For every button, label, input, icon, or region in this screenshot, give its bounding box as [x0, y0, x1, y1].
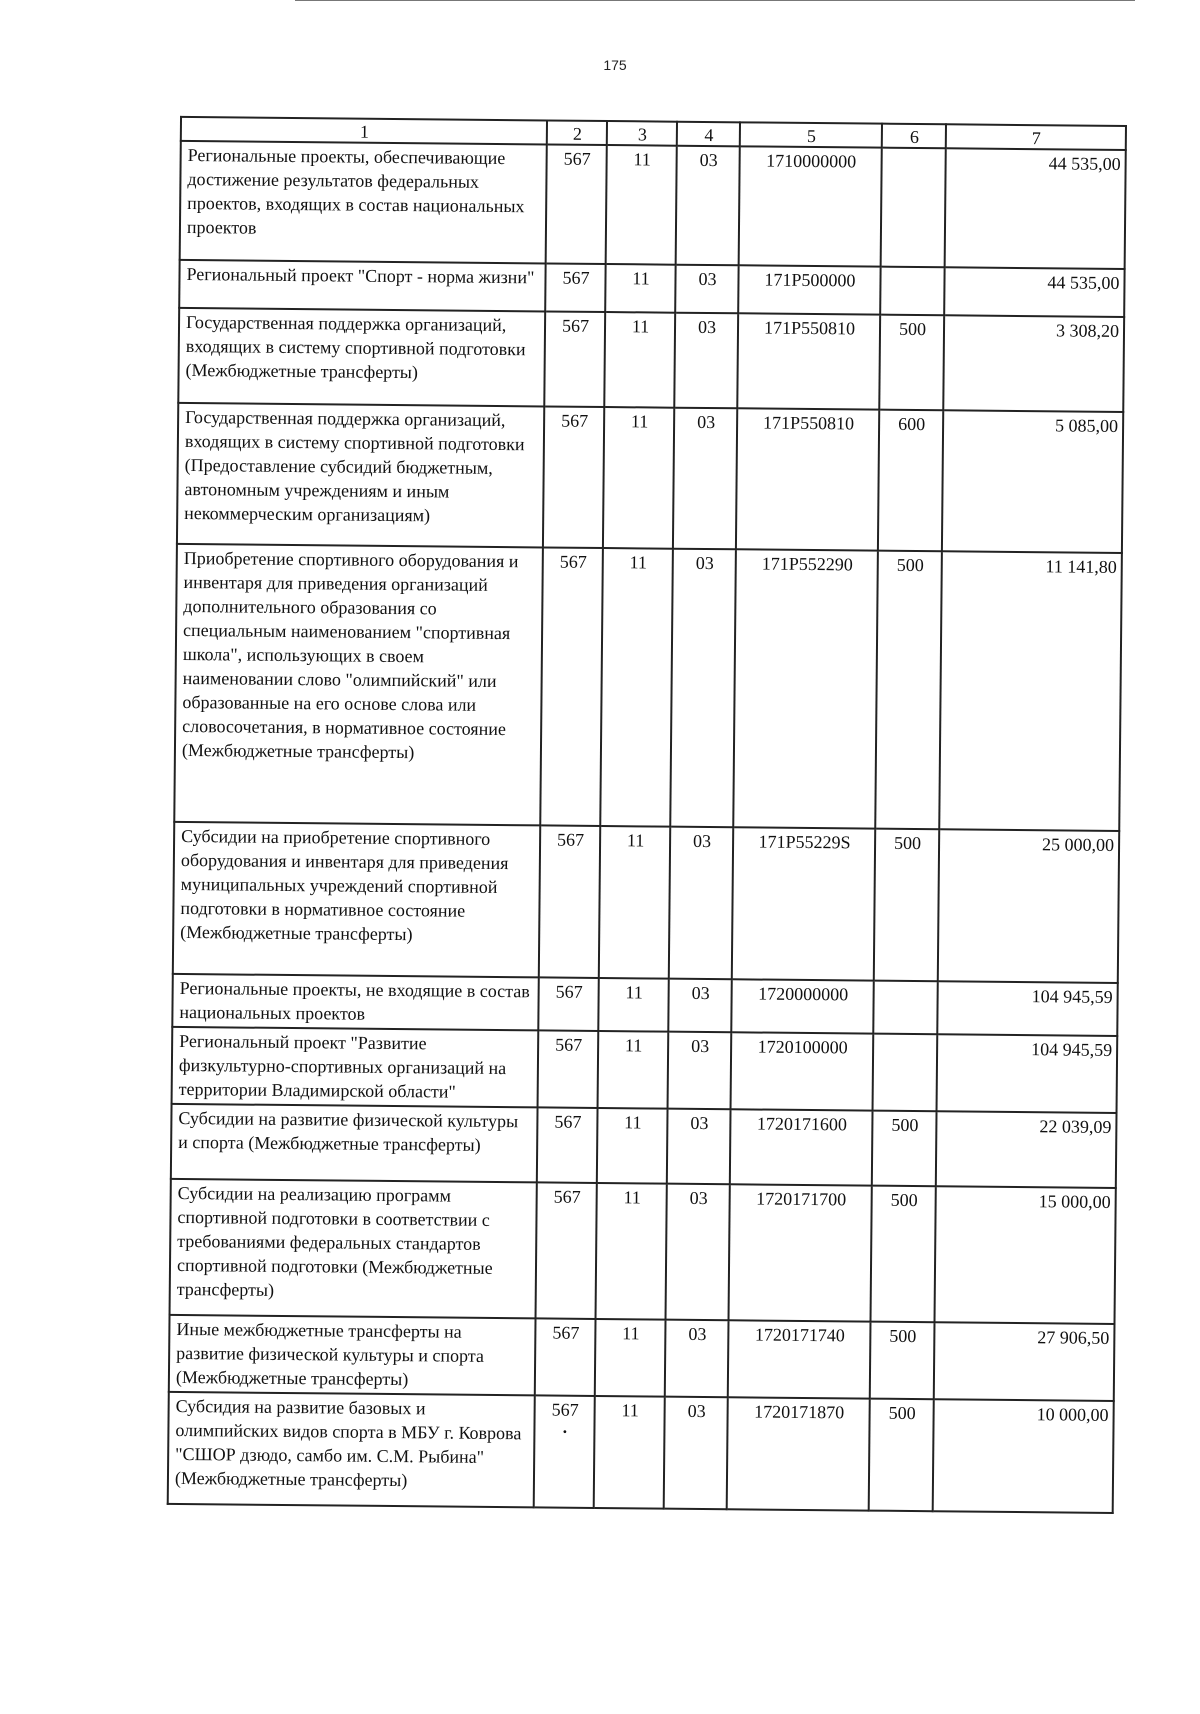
amount: 5 085,00: [942, 410, 1123, 553]
expense-type-code: 500: [875, 551, 942, 830]
target-article-code: 171P550810: [737, 313, 880, 409]
amount: 104 945,59: [937, 981, 1118, 1036]
table-row: [170, 1179, 1116, 1324]
subsection-code: 03: [664, 1397, 728, 1510]
expense-type-code: 500: [874, 829, 939, 982]
target-article-code: 171P550810: [736, 408, 879, 550]
section-code: 11: [594, 1396, 665, 1509]
expense-type-code: 500: [870, 1322, 935, 1400]
row-name: Государственная поддержка организаций, входящих в систему спортивной подготовки (Предоставление субсидий бюджетным, автономным учреждениям и иным некоммерческим организациям): [177, 403, 544, 548]
expense-type-code: 500: [869, 1399, 934, 1512]
department-code: 567: [543, 406, 604, 548]
department-code: 567: [538, 1030, 599, 1108]
row-name: Субсидии на реализацию программ спортивной подготовки в соответствии с требованиями федеральных стандартов спортивной подготовки (Межбюджетные трансферты): [170, 1179, 537, 1319]
section-code: 11: [598, 1031, 669, 1109]
table-row: [172, 974, 1117, 1036]
table-row: [169, 1315, 1115, 1401]
department-code: 567: [535, 1318, 596, 1396]
row-name: Региональные проекты, обеспечивающие достижение результатов федеральных проектов, входящих в состав национальных проектов: [180, 141, 547, 264]
table-row: [177, 403, 1123, 553]
section-code: 11: [603, 407, 674, 549]
amount: 10 000,00: [933, 1399, 1114, 1513]
column-header-2: 2: [547, 120, 607, 145]
department-code-cell: [534, 1395, 595, 1508]
row-name: Региональные проекты, не входящие в состав национальных проектов: [172, 974, 538, 1031]
department-code: 567: [538, 977, 599, 1031]
row-name: Субсидии на развитие физической культуры и спорта (Межбюджетные трансферты): [171, 1104, 538, 1183]
row-name: Субсидии на приобретение спортивного оборудования и инвентаря для приведения муниципальных учреждений спортивной подготовки в нормативное состояние (Межбюджетные трансферты): [173, 822, 540, 978]
target-article-code: 1720171740: [728, 1320, 871, 1398]
subsection-code: 03: [668, 979, 732, 1033]
department-code: 567: [537, 1107, 598, 1183]
row-name: Региональный проект "Спорт - норма жизни": [179, 260, 545, 312]
amount: 22 039,09: [936, 1111, 1117, 1188]
amount: 44 535,00: [945, 148, 1126, 269]
row-name: Иные межбюджетные трансферты на развитие физической культуры и спорта (Межбюджетные трансферты): [169, 1315, 536, 1396]
amount: 44 535,00: [944, 267, 1124, 317]
subsection-code: 03: [673, 408, 737, 550]
department-code: 567: [536, 1182, 597, 1319]
target-article-code: 171P55229S: [732, 827, 875, 980]
amount: 27 906,50: [934, 1322, 1115, 1401]
stray-dot-mark: •: [562, 1424, 568, 1439]
department-code: 567: [540, 547, 603, 826]
top-edge-rule: [295, 0, 1135, 1]
target-article-code: 1720171870: [727, 1397, 870, 1510]
column-header-1: 1: [181, 117, 547, 145]
expense-type-code: 600: [878, 410, 943, 552]
subsection-code: 03: [666, 1184, 730, 1321]
page-number: 175: [603, 57, 627, 73]
section-code: 11: [605, 264, 675, 313]
column-header-7: 7: [946, 124, 1126, 150]
section-code: 11: [604, 312, 675, 408]
table-row: [172, 1027, 1118, 1113]
amount: 11 141,80: [939, 551, 1122, 831]
expense-type-code: [873, 1034, 938, 1112]
expense-type-code: [880, 267, 944, 316]
expense-type-code: [873, 981, 938, 1035]
row-name: Государственная поддержка организаций, входящих в систему спортивной подготовки (Межбюджетные трансферты): [178, 308, 545, 407]
department-code: 567: [539, 825, 600, 978]
target-article-code: 171P552290: [733, 549, 878, 828]
table-row: [168, 1392, 1114, 1513]
column-header-5: 5: [740, 122, 882, 147]
row-name: Приобретение спортивного оборудования и инвентаря для приведения организаций дополнительного образования со специальным наименованием "спортивная школа", использующих в своем наименовании слово "олимпийский" или образованные на его основе слова или словосочетания, в нормативное состояние (Межбюджетные трансферты): [174, 544, 543, 826]
column-header-4: 4: [677, 122, 740, 147]
amount: 3 308,20: [943, 315, 1124, 412]
target-article-code: 1710000000: [739, 146, 882, 266]
expense-type-code: 500: [871, 1186, 936, 1323]
row-name: Субсидия на развитие базовых и олимпийских видов спорта в МБУ г. Коврова "СШОР дзюдо, самбо им. С.М. Рыбина" (Межбюджетные трансферты): [168, 1392, 535, 1508]
column-header-3: 3: [607, 121, 677, 146]
section-code: 11: [595, 1319, 666, 1397]
column-header-6: 6: [882, 124, 946, 149]
subsection-code: 03: [667, 1109, 731, 1185]
table-row: [178, 308, 1124, 412]
target-article-code: 1720171600: [730, 1109, 873, 1185]
target-article-code: 1720000000: [731, 979, 874, 1033]
subsection-code: 03: [665, 1320, 729, 1398]
section-code: 11: [598, 978, 669, 1032]
expense-type-code: [881, 148, 946, 268]
department-code: 567: [551, 1399, 579, 1420]
subsection-code: 03: [675, 265, 738, 314]
target-article-code: 171P500000: [738, 265, 880, 314]
subsection-code: 03: [676, 146, 740, 266]
budget-table: [167, 116, 1127, 1514]
target-article-code: 1720100000: [731, 1032, 874, 1110]
section-code: 11: [606, 145, 677, 265]
table-row: [171, 1104, 1117, 1188]
table-row: [180, 141, 1126, 269]
subsection-code: 03: [668, 1032, 732, 1110]
department-code: 567: [545, 263, 605, 312]
section-code: 11: [596, 1183, 667, 1320]
amount: 15 000,00: [934, 1186, 1115, 1324]
table-row: [173, 822, 1119, 983]
section-code: 11: [600, 548, 673, 827]
department-code: 567: [546, 144, 607, 264]
target-article-code: 1720171700: [729, 1184, 872, 1321]
subsection-code: 03: [674, 313, 738, 409]
amount: 25 000,00: [938, 829, 1119, 983]
subsection-code: 03: [670, 549, 736, 828]
section-code: 11: [599, 826, 670, 979]
department-code: 567: [544, 311, 605, 407]
row-name: Региональный проект "Развитие физкультурно-спортивных организаций на территории Владимирской области": [172, 1027, 539, 1108]
amount: 104 945,59: [937, 1034, 1118, 1113]
subsection-code: 03: [669, 827, 733, 980]
expense-type-code: 500: [872, 1111, 937, 1187]
section-code: 11: [597, 1108, 668, 1184]
expense-type-code: 500: [879, 315, 944, 411]
table-row: [174, 544, 1122, 831]
